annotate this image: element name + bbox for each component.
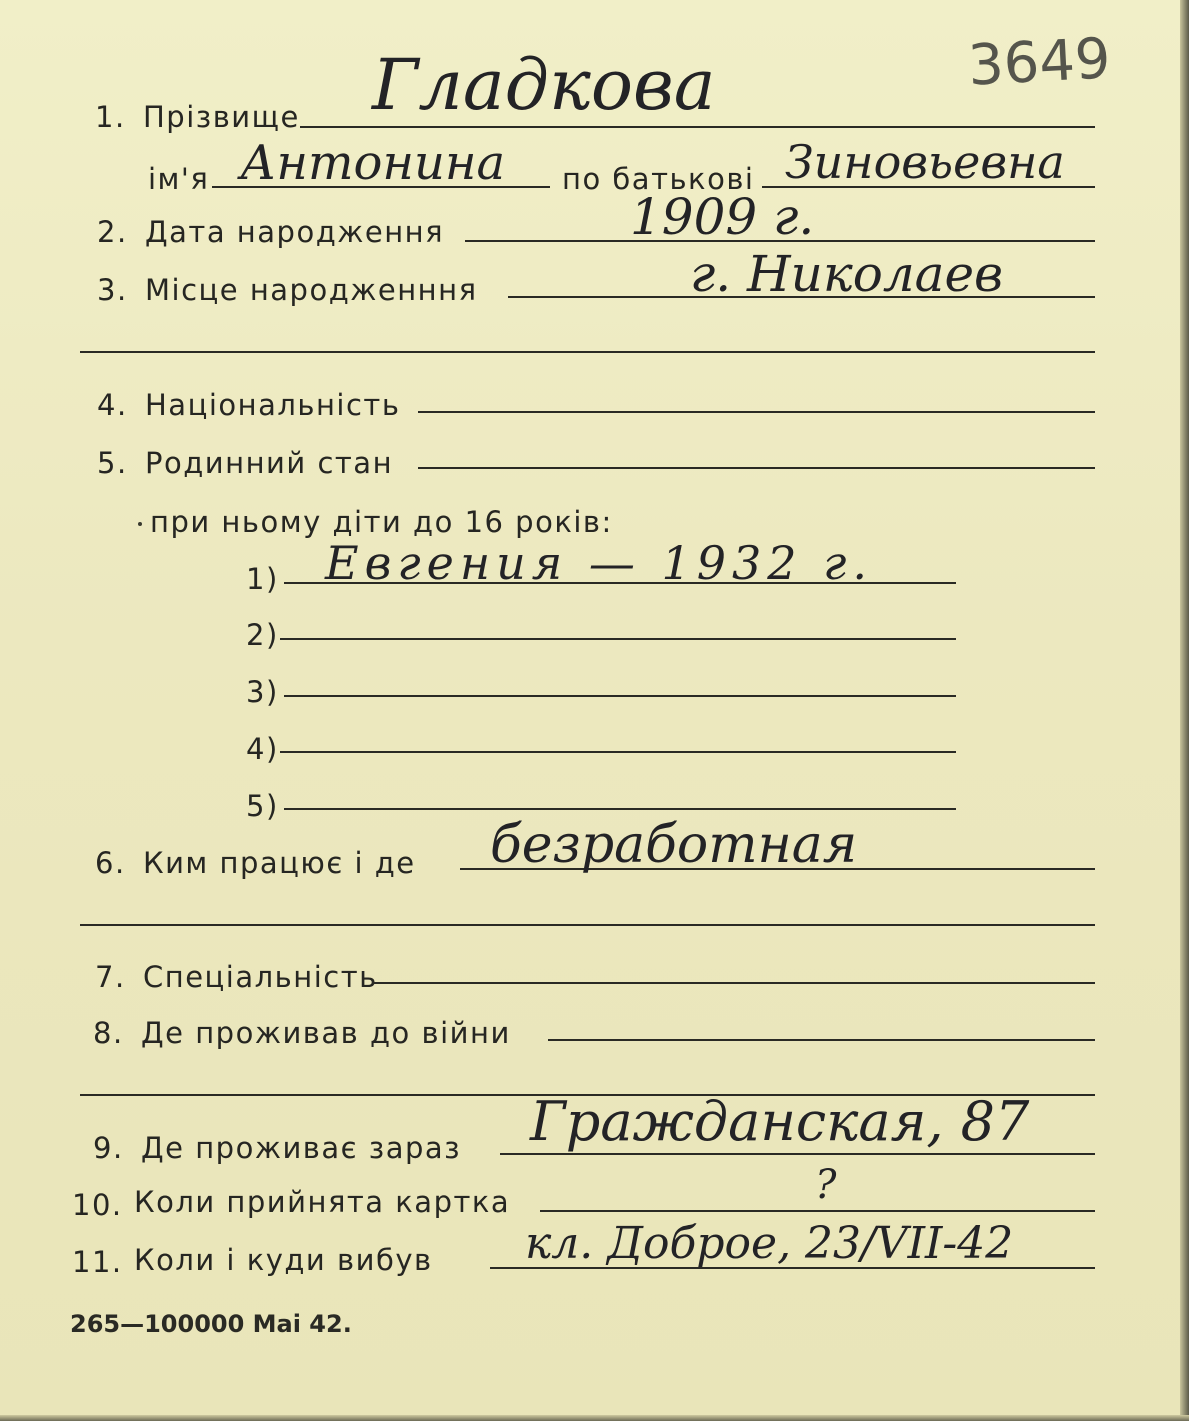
occupation-value: безработная bbox=[490, 815, 858, 875]
prewar-residence-label: Де проживав до війни bbox=[141, 1016, 511, 1050]
field-4-number: 4. bbox=[97, 388, 128, 422]
patronymic-value: Зиновьевна bbox=[785, 135, 1065, 189]
name-value: Антонина bbox=[240, 135, 506, 191]
departure-label: Коли і куди вибув bbox=[134, 1243, 433, 1277]
child-3-number: 3) bbox=[246, 675, 279, 709]
card-number: 3649 bbox=[966, 26, 1113, 99]
ink-dot bbox=[138, 522, 142, 526]
field-8-number: 8. bbox=[93, 1016, 124, 1050]
birth-place-label: Місце народженння bbox=[145, 273, 478, 307]
nationality-line bbox=[418, 411, 1095, 413]
blank-line-after-6 bbox=[80, 924, 1095, 926]
child-3-line bbox=[284, 695, 956, 697]
print-run-mark: 265—100000 Mai 42. bbox=[70, 1310, 352, 1338]
nationality-label: Національність bbox=[145, 388, 401, 422]
paper-edge-right bbox=[1180, 0, 1189, 1421]
specialty-line bbox=[372, 982, 1095, 984]
field-10-number: 10. bbox=[72, 1188, 123, 1222]
card-accepted-mark: ? bbox=[815, 1162, 837, 1208]
child-4-number: 4) bbox=[246, 732, 279, 766]
child-5-number: 5) bbox=[246, 789, 279, 823]
field-1-number: 1. bbox=[95, 100, 126, 134]
paper-edge-bottom bbox=[0, 1415, 1189, 1421]
patronymic-label: по батькові bbox=[562, 162, 755, 196]
field-5-number: 5. bbox=[97, 446, 128, 480]
specialty-label: Спеціальність bbox=[143, 960, 378, 994]
surname-line bbox=[300, 126, 1095, 128]
child-4-line bbox=[280, 751, 956, 753]
child-1-number: 1) bbox=[246, 562, 279, 596]
current-residence-label: Де проживає зараз bbox=[141, 1131, 462, 1165]
field-9-number: 9. bbox=[93, 1131, 124, 1165]
name-label: ім'я bbox=[148, 162, 210, 196]
marital-status-line bbox=[418, 467, 1095, 469]
birth-date-value: 1909 г. bbox=[630, 188, 815, 246]
card-accepted-line bbox=[540, 1210, 1095, 1212]
field-11-number: 11. bbox=[72, 1245, 123, 1279]
current-residence-value: Гражданская, 87 bbox=[530, 1090, 1030, 1153]
surname-label: Прізвище bbox=[143, 100, 300, 134]
birth-place-value: г. Николаев bbox=[690, 245, 1004, 303]
field-6-number: 6. bbox=[95, 846, 126, 880]
departure-value: кл. Доброе, 23/VII-42 bbox=[525, 1218, 1014, 1269]
field-7-number: 7. bbox=[95, 960, 126, 994]
field-3-number: 3. bbox=[97, 273, 128, 307]
surname-value: Гладкова bbox=[372, 44, 716, 126]
card-accepted-label: Коли прийнята картка bbox=[134, 1185, 511, 1219]
occupation-label: Ким працює і де bbox=[143, 846, 416, 880]
child-1-value: Евгения — 1932 г. bbox=[325, 536, 874, 590]
current-residence-line bbox=[500, 1153, 1095, 1155]
field-2-number: 2. bbox=[97, 215, 128, 249]
birth-date-label: Дата народження bbox=[145, 215, 445, 249]
marital-status-label: Родинний стан bbox=[145, 446, 394, 480]
child-5-line bbox=[284, 808, 956, 810]
blank-line-after-3 bbox=[80, 351, 1095, 353]
prewar-residence-line bbox=[548, 1039, 1095, 1041]
child-2-number: 2) bbox=[246, 618, 279, 652]
children-label: при ньому діти до 16 років: bbox=[150, 505, 613, 539]
child-2-line bbox=[280, 638, 956, 640]
